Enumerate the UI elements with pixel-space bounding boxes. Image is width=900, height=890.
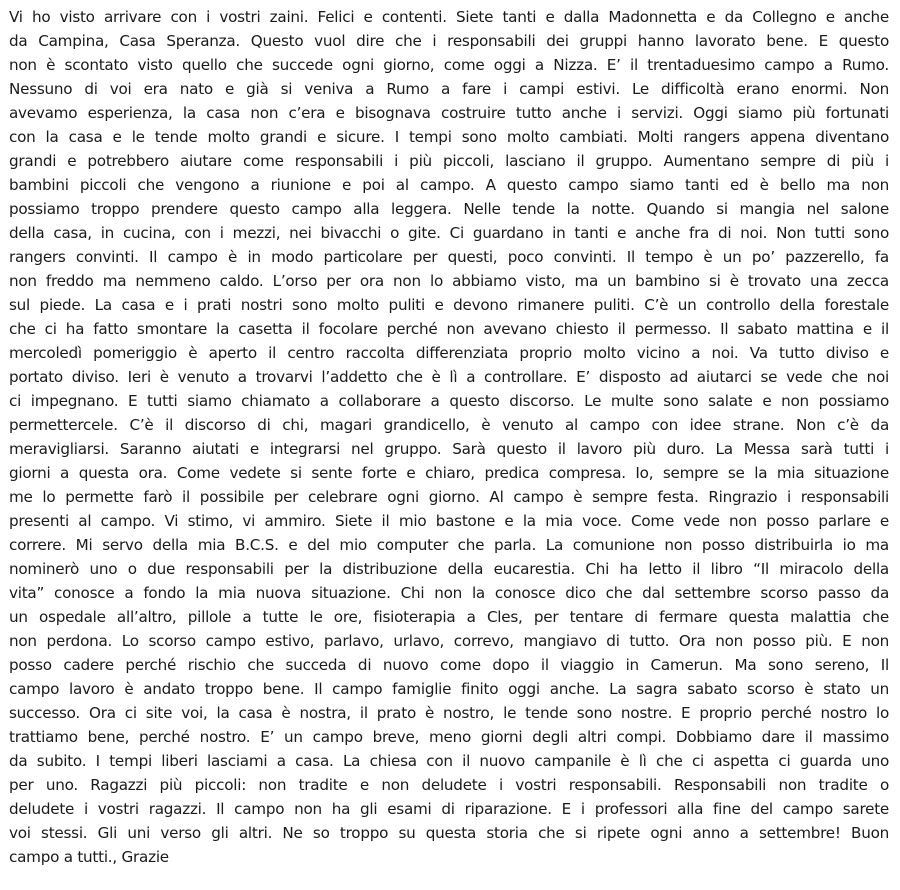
text-line: bambini piccoli che vengono a riunione e poi al campo. A questo campo siamo tanti ed è bello ma non: [9, 176, 889, 194]
text-line: avevamo esperienza, la casa non c’era e bisognava costruire tutto anche i servizi. Oggi siamo più fortunati: [9, 104, 889, 122]
text-line: voi stessi. Gli uni verso gli altri. Ne so troppo su questa storia che si ripete ogni anno a settembre! Buon: [9, 824, 889, 842]
text-line: non freddo ma nemmeno caldo. L’orso per ora non lo abbiamo visto, ma un bambino si è trovato una zecca: [9, 272, 889, 290]
text-line: campo lavoro è andato troppo bene. Il campo famiglie finito oggi anche. La sagra sabato scorso è stato un: [9, 680, 889, 698]
text-line: con la casa e le tende molto grandi e sicure. I tempi sono molto cambiati. Molti rangers appena diventano: [9, 128, 889, 146]
text-line: da subito. I tempi liberi lasciami a casa. La chiesa con il nuovo campanile è lì che ci aspetta ci guarda uno: [9, 752, 889, 770]
text-line: meravigliarsi. Saranno aiutati e integrarsi nel gruppo. Sarà questo il lavoro più duro. La Messa sarà tutti i: [9, 440, 889, 458]
text-line: posso cadere perché rischio che succeda di nuovo come dopo il viaggio in Camerun. Ma sono sereno, Il: [9, 656, 889, 674]
text-line: grandi e potrebbero aiutare come responsabili i più piccoli, lasciano il gruppo. Aumentano sempre di più i: [9, 152, 889, 170]
document-body-text: [9, 5, 889, 869]
text-line: deludete i vostri ragazzi. Il campo non ha gli esami di riparazione. E i professori alla fine del campo sarete: [9, 800, 889, 818]
text-line: ci impegnano. E tutti siamo chiamato a collaborare a questo discorso. Le multe sono salate e non possiamo: [9, 392, 889, 410]
text-line: correre. Mi servo della mia B.C.S. e del mio computer che parla. La comunione non posso distribuirla io ma: [9, 536, 889, 554]
text-line: Nessuno di voi era nato e già si veniva a Rumo a fare i campi estivi. Le difficoltà erano enormi. Non: [9, 80, 889, 98]
text-line: giorni a questa ora. Come vedete si sente forte e chiaro, predica compresa. Io, sempre se la mia situazione: [9, 464, 889, 482]
text-line: trattiamo bene, perché nostro. E’ un campo breve, meno giorni degli altri compi. Dobbiamo dare il massimo: [9, 728, 889, 746]
text-line: sul piede. La casa e i prati nostri sono molto puliti e devono rimanere puliti. C’è un controllo della forestale: [9, 296, 889, 314]
text-line: nominerò uno o due responsabili per la distribuzione della eucarestia. Chi ha letto il libro “Il miracolo della: [9, 560, 889, 578]
text-line: mercoledì pomeriggio è aperto il centro raccolta differenziata proprio molto vicino a noi. Va tutto diviso e: [9, 344, 889, 362]
text-line: portato diviso. Ieri è venuto a trovarvi l’addetto che è lì a controllare. E’ disposto ad aiutarci se vede che noi: [9, 368, 889, 386]
text-line: Vi ho visto arrivare con i vostri zaini. Felici e contenti. Siete tanti e dalla Madonnetta e da Collegno e anche: [9, 8, 889, 26]
text-line: possiamo troppo prendere questo campo alla leggera. Nelle tende la notte. Quando si mangia nel salone: [9, 200, 889, 218]
text-line: me lo permette farò il possibile per celebrare ogni giorno. Al campo è sempre festa. Ringrazio i responsabili: [9, 488, 889, 506]
text-line: successo. Ora ci site voi, la casa è nostra, il prato è nostro, le tende sono nostre. E proprio perché nostro lo: [9, 704, 889, 722]
text-line: della casa, in cucina, con i mezzi, nei bivacchi o gite. Ci guardano in tanti e anche fra di noi. Non tutti sono: [9, 224, 889, 242]
text-line: vita” conosce a fondo la mia nuova situazione. Chi non la conosce dico che dal settembre scorso passo da: [9, 584, 889, 602]
text-line: permettercele. C’è il discorso di chi, magari grandicello, è venuto al campo con idee strane. Non c’è da: [9, 416, 889, 434]
text-line: presenti al campo. Vi stimo, vi ammiro. Siete il mio bastone e la mia voce. Come vede non posso parlare e: [9, 512, 889, 530]
text-line: campo a tutti., Grazie: [9, 848, 169, 866]
text-line: non è scontato visto quello che succede ogni giorno, come oggi a Nizza. E’ il trentaduesimo campo a Rumo.: [9, 56, 889, 74]
text-line: che ci ha fatto smontare la casetta il focolare perché non avevano chiesto il permesso. Il sabato mattina e il: [9, 320, 889, 338]
text-line: rangers convinti. Il campo è in modo particolare per questi, poco convinti. Il tempo è un po’ pazzerello, fa: [9, 248, 889, 266]
text-line: da Campina, Casa Speranza. Questo vuol dire che i responsabili dei gruppi hanno lavorato bene. E questo: [9, 32, 889, 50]
text-line: per uno. Ragazzi più piccoli: non tradite e non deludete i vostri responsabili. Responsabili non tradite o: [9, 776, 889, 794]
text-line: non perdona. Lo scorso campo estivo, parlavo, urlavo, correvo, mangiavo di tutto. Ora non posso più. E non: [9, 632, 889, 650]
text-line: un ospedale all’altro, pillole a tutte le ore, fisioterapia a Cles, per tentare di fermare questa malattia che: [9, 608, 889, 626]
